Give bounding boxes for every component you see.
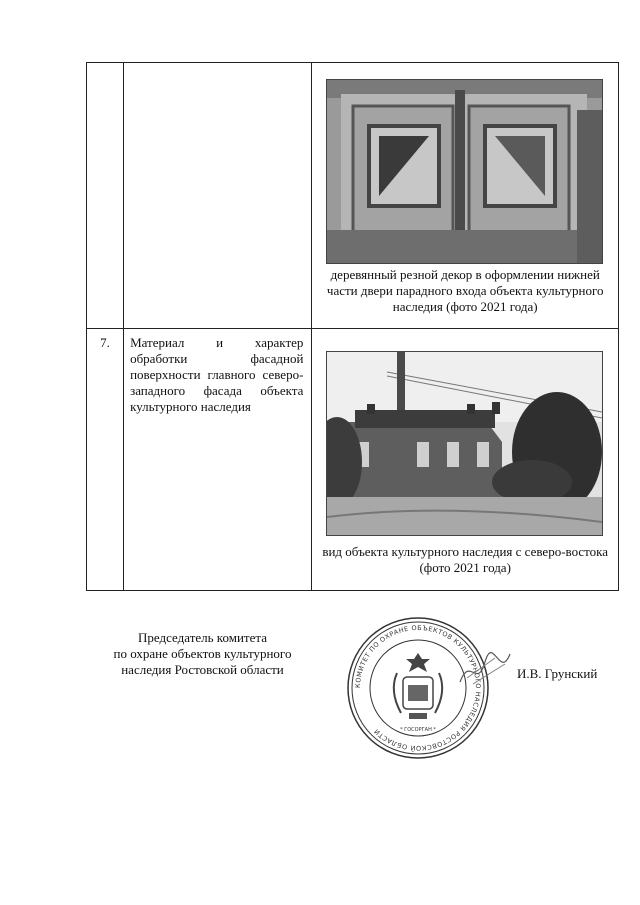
row-number-cell (87, 329, 124, 591)
svg-text:* ГОСОРГАН *: * ГОСОРГАН * (400, 727, 436, 733)
svg-text:КОМИТЕТ ПО ОХРАНЕ ОБЪЕКТОВ КУЛ: КОМИТЕТ ПО ОХРАНЕ ОБЪЕКТОВ КУЛЬТУРНОГО НАСЛЕДИЯ РОСТОВСКОЙ ОБЛАСТИ (353, 623, 483, 753)
photo-caption: вид объекта культурного наследия с северо-востока (фото 2021 года) (322, 544, 609, 575)
description-cell (124, 63, 312, 329)
row-number: 7. (100, 335, 110, 350)
signer-position-line: наследия Ростовской области (121, 662, 284, 677)
table-row (87, 329, 619, 591)
description-cell (124, 329, 312, 591)
handwritten-signature (455, 650, 515, 690)
table-row (87, 63, 619, 329)
signer-position-line: Председатель комитета (138, 630, 267, 645)
photo-cell (312, 329, 619, 591)
building-facade-photo (326, 351, 603, 536)
signer-position (100, 630, 305, 678)
signature-block (0, 623, 640, 770)
signer-position-line: по охране объектов культурного (113, 646, 292, 661)
door-decor-photo (326, 79, 603, 264)
photo-cell (312, 63, 619, 329)
heritage-table (86, 62, 619, 591)
signer-name: И.В. Грунский (517, 666, 598, 681)
row-description: Материал и характер обработки фасадной поверхности главного северо-западного фасада объекта культурного наследия (130, 335, 304, 414)
row-number (87, 63, 123, 69)
row-description (124, 63, 311, 69)
row-number-cell (87, 63, 124, 329)
photo-caption: деревянный резной декор в оформлении нижней части двери парадного входа объекта культурного наследия (фото 2021 года) (326, 267, 604, 314)
